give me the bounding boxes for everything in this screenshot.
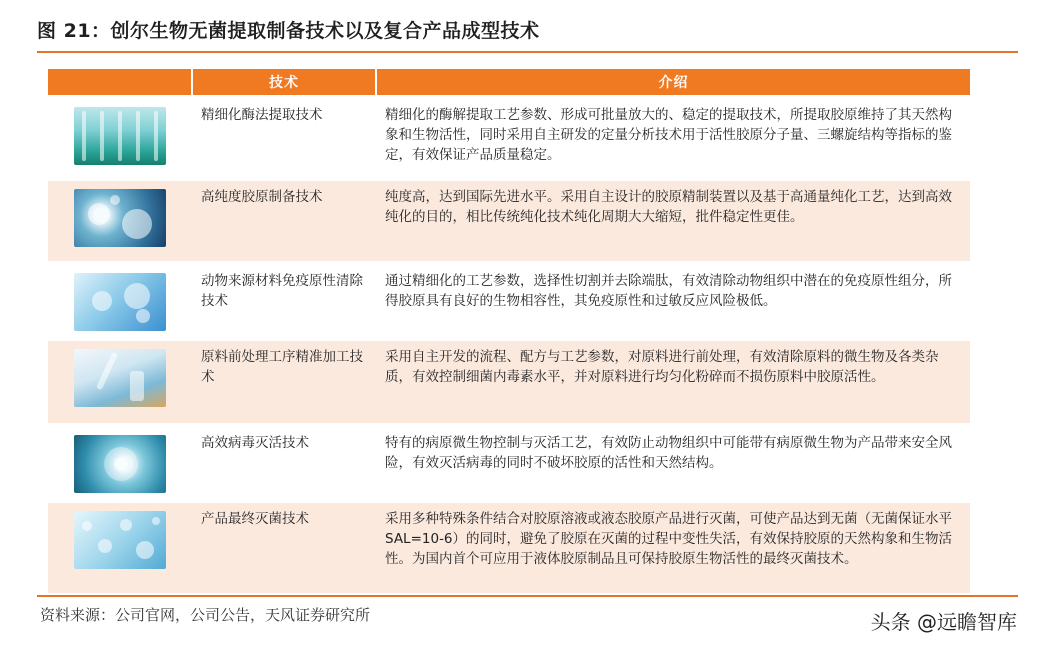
watermark: 头条 @远瞻智库 — [870, 610, 1017, 634]
table-row — [48, 265, 970, 337]
table-header-row — [48, 69, 970, 95]
tech-desc: 精细化的酶解提取工艺参数、形成可批量放大的、稳定的提取技术，所提取胶原维持了其天然构象和生物活性，同时采用自主研发的定量分析技术用于活性胶原分子量、三螺旋结构等指标的鉴定，有效保证产品质量稳定。 — [375, 99, 970, 177]
test-tubes-image — [74, 107, 166, 165]
source-note: 资料来源：公司官网，公司公告，天风证券研究所 — [40, 606, 371, 624]
thumb-cell — [48, 341, 191, 423]
tech-name: 精细化酶法提取技术 — [191, 99, 375, 177]
collagen-molecule-image — [74, 189, 166, 247]
tech-desc: 采用自主开发的流程、配方与工艺参数，对原料进行前处理，有效清除原料的微生物及各类杂质，有效控制细菌内毒素水平，并对原料进行均匀化粉碎而不损伤原料中胶原活性。 — [375, 341, 970, 423]
tech-desc: 特有的病原微生物控制与灭活工艺，有效防止动物组织中可能带有病原微生物为产品带来安全风险，有效灭活病毒的同时不破坏胶原的活性和天然结构。 — [375, 427, 970, 499]
virus-image — [74, 435, 166, 493]
thumb-cell — [48, 99, 191, 177]
table-row — [48, 427, 970, 499]
thumb-cell — [48, 181, 191, 261]
tech-name: 高纯度胶原制备技术 — [191, 181, 375, 261]
tech-desc: 采用多种特殊条件结合对胶原溶液或液态胶原产品进行灭菌，可使产品达到无菌（无菌保证水平SAL=10-6）的同时，避免了胶原在灭菌的过程中变性失活，有效保持胶原的天然构象和生物活性。为国内首个可应用于液体胶原制品且可保持胶原生物活性的最终灭菌技术。 — [375, 503, 970, 593]
tech-name: 动物来源材料免疫原性清除技术 — [191, 265, 375, 337]
lab-pipette-image — [74, 349, 166, 407]
table-row — [48, 99, 970, 177]
tech-desc: 纯度高，达到国际先进水平。采用自主设计的胶原精制装置以及基于高通量纯化工艺，达到高效纯化的目的，相比传统纯化技术纯化周期大大缩短，批件稳定性更佳。 — [375, 181, 970, 261]
table-row — [48, 181, 970, 261]
tech-name: 高效病毒灭活技术 — [191, 427, 375, 499]
tech-name: 原料前处理工序精准加工技术 — [191, 341, 375, 423]
top-divider — [37, 51, 1018, 53]
figure-title: 图 21：创尔生物无菌提取制备技术以及复合产品成型技术 — [37, 20, 540, 42]
table-row — [48, 341, 970, 423]
table-row — [48, 503, 970, 593]
technology-table — [48, 65, 970, 597]
header-image-column — [48, 69, 191, 95]
thumb-cell — [48, 503, 191, 593]
bottom-divider — [37, 595, 1018, 597]
thumb-cell — [48, 265, 191, 337]
thumb-cell — [48, 427, 191, 499]
tech-name: 产品最终灭菌技术 — [191, 503, 375, 593]
bubbles-image — [74, 511, 166, 569]
header-tech: 技术 — [191, 69, 375, 95]
header-desc: 介绍 — [375, 69, 970, 95]
cells-image — [74, 273, 166, 331]
tech-desc: 通过精细化的工艺参数，选择性切割并去除端肽，有效清除动物组织中潜在的免疫原性组分，所得胶原具有良好的生物相容性，其免疫原性和过敏反应风险极低。 — [375, 265, 970, 337]
